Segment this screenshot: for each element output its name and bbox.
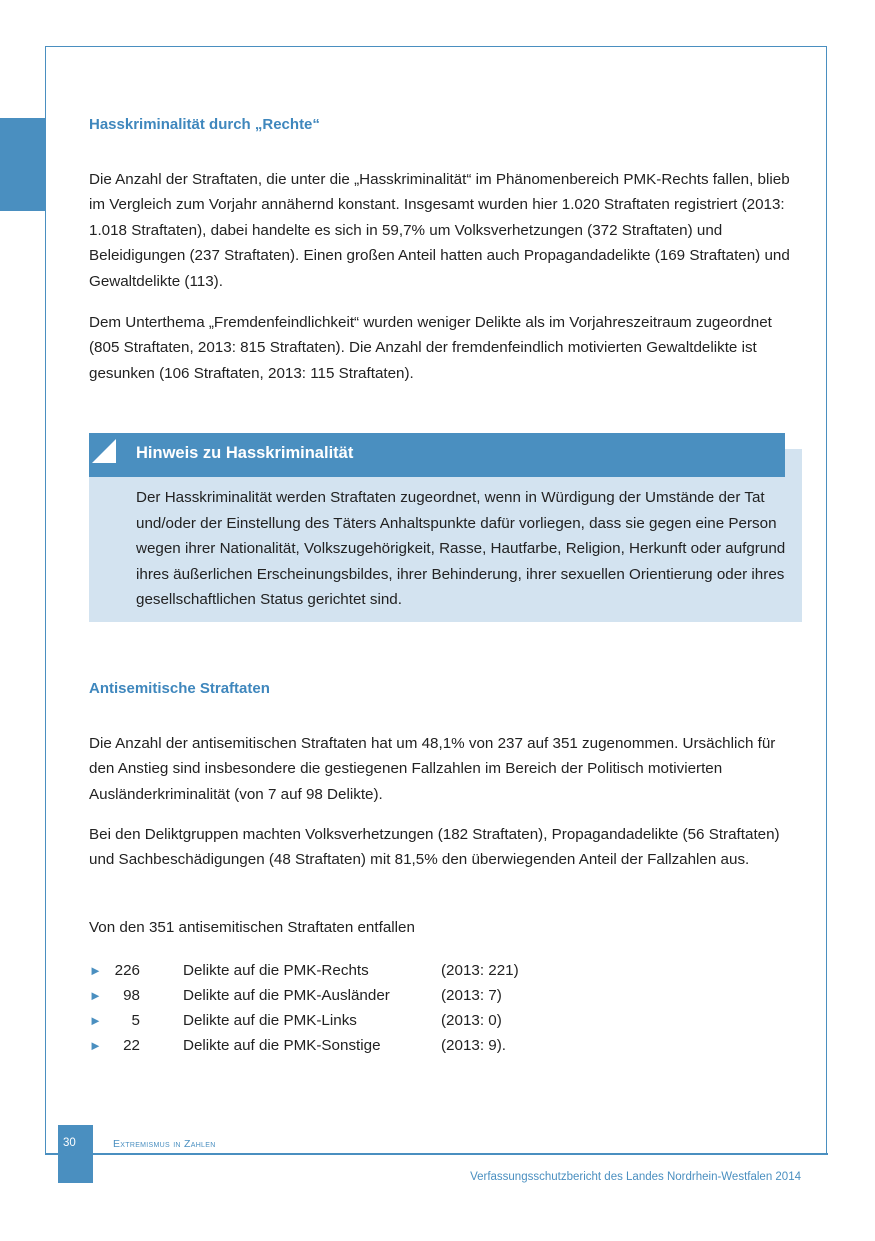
list-item-count: 98: [123, 987, 140, 1004]
note-text: Der Hasskriminalität werden Straftaten zugeordnet, wenn in Würdigung der Umstände der Tat und/oder der Einstellung des Täters Anhaltspunkte dafür vorliegen, dass sie gegen eine Person wegen ihrer Nationalität, Volkszugehörigkeit, Rasse, Hautfarbe, Religion, Herkunft oder aufgrund ihres äußerlichen Erscheinungsbildes, ihrer Behinderung, ihrer sexuellen Orientierung oder ihres gesellschaftlichen Status gerichtet sind.: [136, 489, 786, 609]
section-heading-hasskriminalitaet: Hasskriminalität durch „Rechte“: [89, 116, 320, 133]
arrow-right-icon: ►: [89, 1013, 102, 1028]
section-heading-antisemitisch: Antisemitische Straftaten: [89, 680, 270, 697]
list-item-label: Delikte auf die PMK-Sonstige: [183, 1037, 381, 1054]
list-item-label: Delikte auf die PMK-Ausländer: [183, 987, 390, 1004]
note-header: [89, 433, 785, 477]
list-item-previous-year: (2013: 221): [441, 962, 519, 979]
list-item-previous-year: (2013: 9).: [441, 1037, 507, 1054]
list-item-count: 5: [131, 1012, 140, 1029]
arrow-right-icon: ►: [89, 988, 102, 1003]
list-item-previous-year: (2013: 7): [441, 987, 502, 1004]
list-item: [89, 983, 589, 1008]
list-item-count: 22: [123, 1037, 140, 1054]
chapter-tab: [0, 118, 45, 211]
list-item: [89, 958, 589, 983]
page-number: 30: [63, 1137, 76, 1149]
paragraph-hasskriminalitaet-2: Dem Unterthema „Fremdenfeindlichkeit“ wurden weniger Delikte als im Vorjahreszeitraum zugeordnet (805 Straftaten, 2013: 815 Straftaten). Die Anzahl der fremdenfeindlich motivierten Gewaltdelikte ist gesunken (106 Straftaten, 2013: 115 Straftaten).: [89, 314, 772, 382]
paragraph-antisemitisch-1: Die Anzahl der antisemitischen Straftaten hat um 48,1% von 237 auf 351 zugenommen. Ursächlich für den Anstieg sind insbesondere die gestiegenen Fallzahlen im Bereich der Politisch motivierten Ausländerkriminalität (von 7 auf 98 Delikte).: [89, 735, 776, 803]
paragraph-hasskriminalitaet-1: Die Anzahl der Straftaten, die unter die „Hasskriminalität“ im Phänomenbereich PMK-Rechts fallen, blieb im Vergleich zum Vorjahr annähernd konstant. Insgesamt wurden hier 1.020 Straftaten registriert (2013: 1.018 Straftaten), dabei handelte es sich in 59,7% um Volksverhetzungen (372 Straftaten) und Beleidigungen (237 Straftaten). Einen großen Anteil hatten auch Propagandadelikte (169 Straftaten) und Gewaltdelikte (113).: [89, 171, 790, 290]
list-item-previous-year: (2013: 0): [441, 1012, 502, 1029]
offense-list: [89, 958, 589, 1058]
list-item-label: Delikte auf die PMK-Links: [183, 1012, 357, 1029]
paragraph-antisemitisch-2: Bei den Deliktgruppen machten Volksverhetzungen (182 Straftaten), Propagandadelikte (56 Straftaten) und Sachbeschädigungen (48 Straftaten) mit 81,5% den überwiegenden Anteil der Fallzahlen aus.: [89, 826, 780, 869]
note-title: Hinweis zu Hasskriminalität: [136, 444, 354, 462]
arrow-right-icon: ►: [89, 1038, 102, 1053]
arrow-right-icon: ►: [89, 963, 102, 978]
list-item: [89, 1033, 589, 1058]
paragraph-antisemitisch-3: Von den 351 antisemitischen Straftaten entfallen: [89, 919, 415, 936]
list-item-count: 226: [114, 962, 140, 979]
publication-footer: Verfassungsschutzbericht des Landes Nordrhein-Westfalen 2014: [470, 1171, 801, 1183]
running-title: Extremismus in Zahlen: [113, 1138, 216, 1150]
corner-triangle-icon: [92, 439, 116, 463]
page-number-box: [58, 1125, 93, 1183]
list-item-label: Delikte auf die PMK-Rechts: [183, 962, 369, 979]
frame-bottom-rule: [45, 1153, 828, 1155]
list-item: [89, 1008, 589, 1033]
